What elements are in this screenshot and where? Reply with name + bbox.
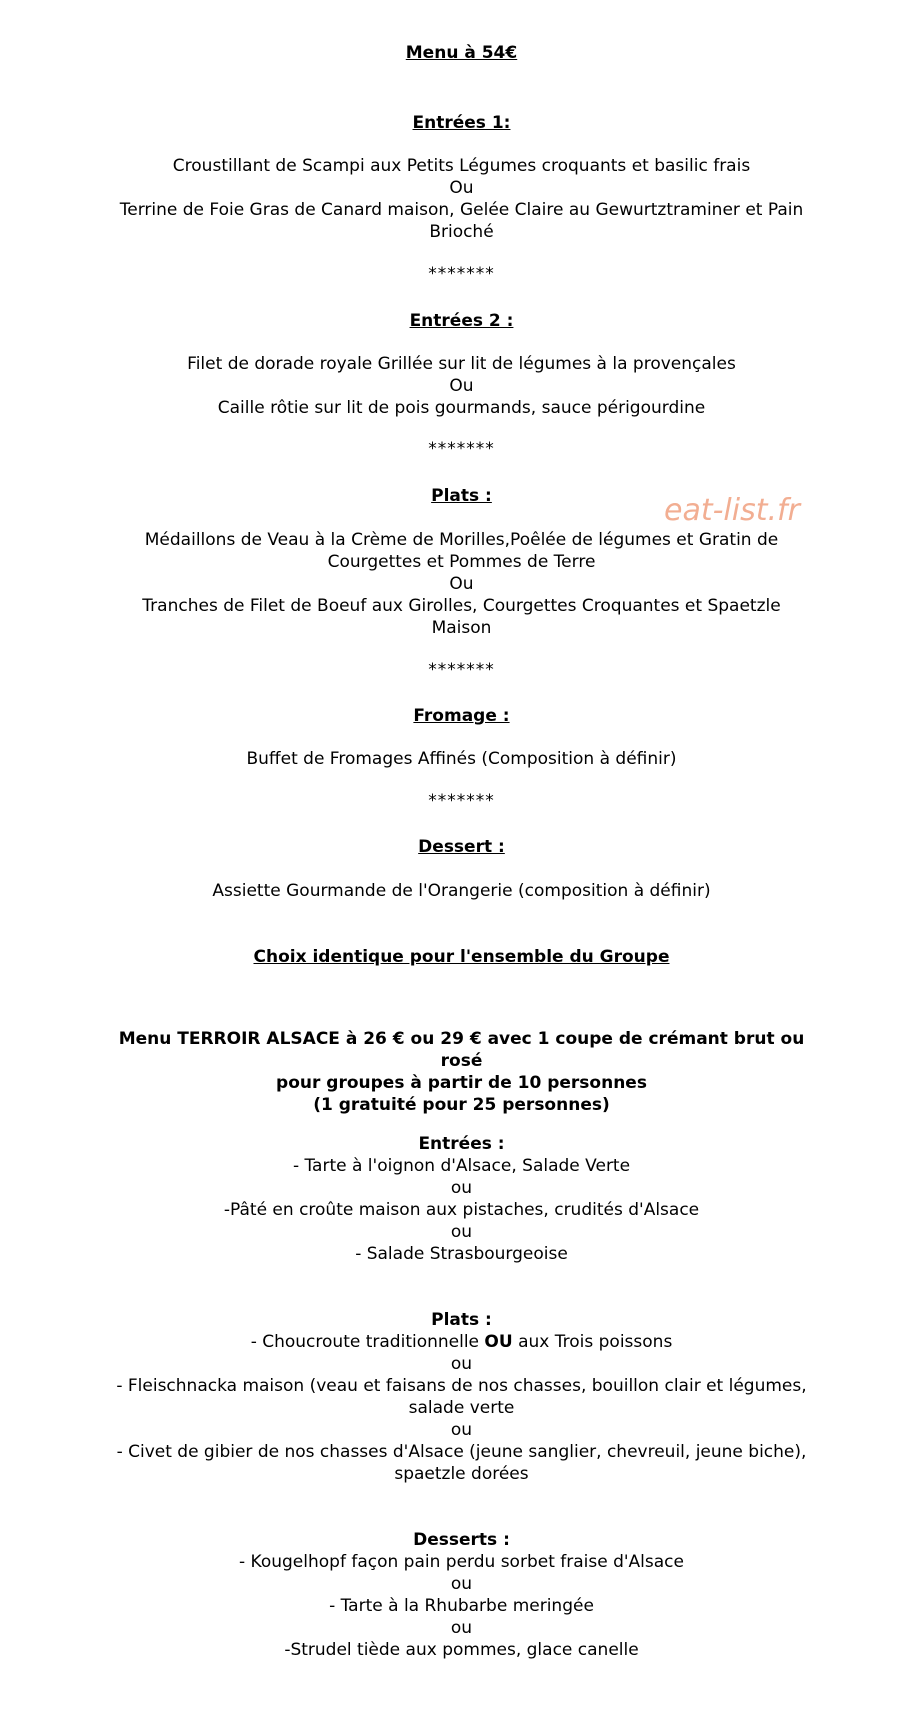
- terroir-title-line-3: pour groupes à partir de 10 personnes: [276, 1073, 647, 1093]
- entrees1-separator: Ou: [449, 178, 474, 198]
- terroir-entrees-item-2: -Pâté en croûte maison aux pistaches, crudités d'Alsace: [223, 1200, 700, 1220]
- terroir-plats-item-2-line-2: salade verte: [408, 1398, 515, 1418]
- terroir-entrees-heading: Entrées :: [418, 1134, 505, 1154]
- plats-separator: Ou: [449, 574, 474, 594]
- terroir-plats-item-3-line-1: - Civet de gibier de nos chasses d'Alsace (jeune sanglier, chevreuil, jeune biche),: [116, 1442, 807, 1462]
- terroir-plats-item-3-line-2: spaetzle dorées: [394, 1464, 529, 1484]
- entrees2-separator: Ou: [449, 376, 474, 396]
- section-divider: *******: [428, 660, 495, 680]
- terroir-desserts-item-1: - Kougelhopf façon pain perdu sorbet fraise d'Alsace: [239, 1552, 684, 1572]
- terroir-desserts-separator: ou: [450, 1574, 473, 1594]
- terroir-plats-separator: ou: [450, 1420, 473, 1440]
- group-choice-note: Choix identique pour l'ensemble du Groupe: [253, 947, 670, 967]
- terroir-plats-heading: Plats :: [431, 1310, 492, 1330]
- section-divider: *******: [428, 791, 495, 811]
- section-divider: *******: [428, 264, 495, 284]
- plats-item-1-line-1: Médaillons de Veau à la Crème de Morilles,Poêlée de légumes et Gratin de: [144, 530, 779, 550]
- dessert-heading: Dessert :: [418, 837, 505, 857]
- terroir-title-line-1: Menu TERROIR ALSACE à 26 € ou 29 € avec 1 coupe de crémant brut ou: [118, 1029, 805, 1049]
- terroir-entrees-separator: ou: [450, 1222, 473, 1242]
- fromage-item: Buffet de Fromages Affinés (Composition à définir): [246, 749, 677, 769]
- plats-item-2-line-2: Maison: [431, 618, 492, 638]
- terroir-desserts-separator: ou: [450, 1618, 473, 1638]
- terroir-plats-separator: ou: [450, 1354, 473, 1374]
- plats-item-2-line-1: Tranches de Filet de Boeuf aux Girolles, Courgettes Croquantes et Spaetzle: [142, 596, 781, 616]
- terroir-plats-item-1: [0, 1331, 923, 1353]
- terroir-title-line-2: rosé: [440, 1051, 483, 1071]
- entrees1-item-1: Croustillant de Scampi aux Petits Légumes croquants et basilic frais: [172, 156, 751, 176]
- menu54-title: Menu à 54€: [405, 43, 518, 63]
- fromage-heading: Fromage :: [413, 706, 510, 726]
- terroir-desserts-item-3: -Strudel tiède aux pommes, glace canelle: [284, 1640, 639, 1660]
- terroir-plats-item-1-pre: - Choucroute traditionnelle: [250, 1332, 485, 1352]
- dessert-item: Assiette Gourmande de l'Orangerie (composition à définir): [212, 881, 711, 901]
- terroir-entrees-item-3: - Salade Strasbourgeoise: [355, 1244, 568, 1264]
- terroir-plats-item-2-line-1: - Fleischnacka maison (veau et faisans de nos chasses, bouillon clair et légumes,: [116, 1376, 807, 1396]
- plats-item-1-line-2: Courgettes et Pommes de Terre: [327, 552, 596, 572]
- terroir-desserts-heading: Desserts :: [413, 1530, 510, 1550]
- terroir-entrees-item-1: - Tarte à l'oignon d'Alsace, Salade Verte: [292, 1156, 631, 1176]
- entrees1-item-2-line-1: Terrine de Foie Gras de Canard maison, Gelée Claire au Gewurtztraminer et Pain: [119, 200, 804, 220]
- entrees1-item-2-line-2: Brioché: [429, 222, 494, 242]
- section-divider: *******: [428, 439, 495, 459]
- terroir-plats-item-1-or: OU: [484, 1332, 513, 1352]
- terroir-entrees-separator: ou: [450, 1178, 473, 1198]
- entrees1-heading: Entrées 1:: [412, 113, 511, 133]
- entrees2-heading: Entrées 2 :: [409, 311, 514, 331]
- plats-heading: Plats :: [431, 486, 492, 506]
- terroir-title-line-4: (1 gratuité pour 25 personnes): [313, 1095, 610, 1115]
- terroir-plats-item-1-post: aux Trois poissons: [512, 1332, 673, 1352]
- entrees2-item-2: Caille rôtie sur lit de pois gourmands, sauce périgourdine: [217, 398, 706, 418]
- terroir-desserts-item-2: - Tarte à la Rhubarbe meringée: [329, 1596, 594, 1616]
- watermark: eat-list.fr: [664, 493, 800, 528]
- entrees2-item-1: Filet de dorade royale Grillée sur lit de légumes à la provençales: [187, 354, 736, 374]
